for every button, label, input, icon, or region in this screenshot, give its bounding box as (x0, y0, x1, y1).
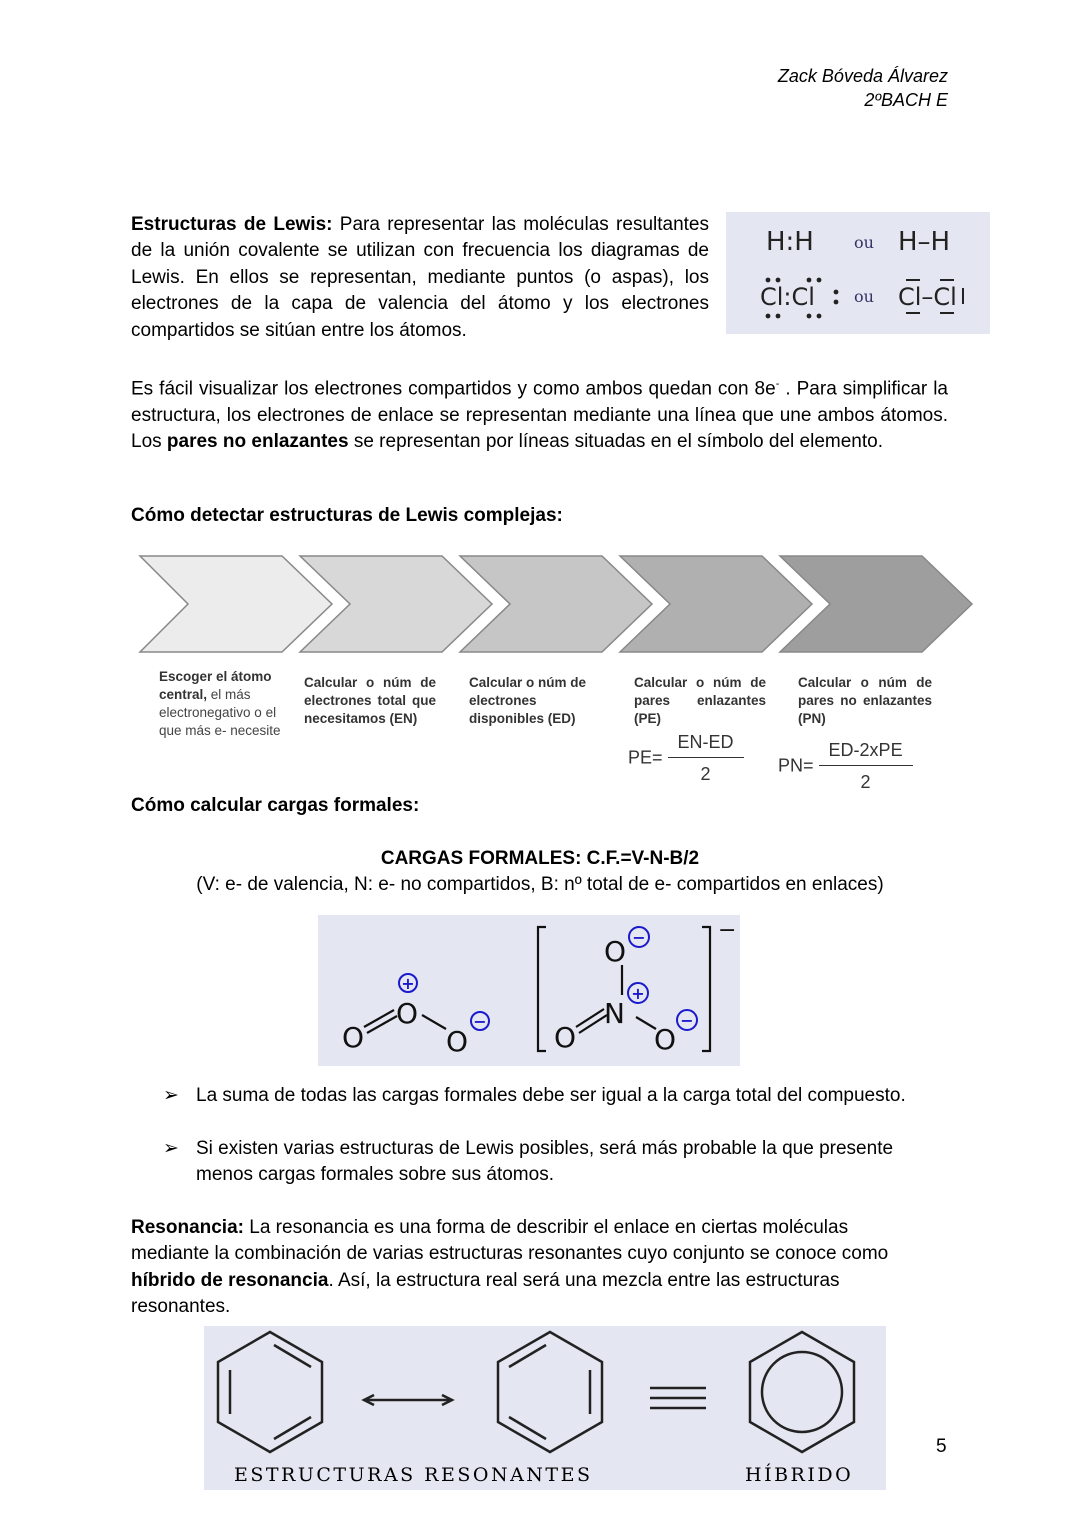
para2-part1: Es fácil visualizar los electrones compartidos y como ambos quedan con 8e (131, 378, 776, 400)
resonance-arrow (364, 1395, 452, 1405)
benzene-resonance-diagram (204, 1326, 886, 1490)
nitrate-n-plus-sign: + (631, 984, 645, 1003)
benzene-kekule-1 (218, 1332, 322, 1452)
formula-subtitle: (V: e- de valencia, N: e- no compartidos, B: nº total de e- compartidos en enlaces) (196, 874, 884, 895)
pn-fraction (819, 740, 913, 793)
caption-hybrid: HÍBRIDO (745, 1464, 854, 1486)
ou-label-2: ou (854, 287, 874, 306)
lewis-figure (726, 212, 990, 334)
ozone-single-bond (422, 1015, 446, 1029)
step-4-text: Calcular o núm de pares enlazantes (PE) (634, 675, 766, 726)
bracket-left (538, 927, 546, 1051)
ozone-minus-sign: − (473, 1012, 487, 1031)
bullet-text-1: La suma de todas las cargas formales debe ser igual a la carga total del compuesto. (196, 1085, 906, 1106)
step-1-bold: Escoger el átomo central, (159, 669, 272, 702)
benzene-hybrid (750, 1332, 854, 1452)
ozone-plus-sign: + (401, 974, 415, 993)
pe-denominator: 2 (700, 764, 711, 784)
step-2-text: Calcular o núm de electrones total que necesitamos (EN) (304, 675, 436, 726)
complex-heading: Cómo detectar estructuras de Lewis complejas: (131, 505, 563, 526)
resonance-text-2: . Así, la estructura real será una mezcla entre las estructuras resonantes. (131, 1269, 840, 1318)
step-1-light: el más electronegativo o el que más e- necesite (159, 687, 281, 738)
page-number: 5 (936, 1436, 947, 1457)
h2-line: H–H (898, 227, 951, 257)
pe-numerator: EN-ED (668, 732, 744, 758)
bullet-arrow-icon: ➢ (163, 1085, 179, 1106)
nitrate-o-left: O (554, 1021, 577, 1054)
ozone-o-left: O (342, 1021, 365, 1054)
author-name: Zack Bóveda Álvarez (777, 66, 948, 86)
class-name: 2ºBACH E (864, 90, 948, 110)
formal-charge-figure (318, 915, 740, 1066)
benzene-kekule-2 (498, 1332, 602, 1452)
pn-denominator: 2 (860, 772, 871, 792)
equivalence-sign (650, 1388, 706, 1408)
nitrate-n: N (604, 997, 625, 1030)
pe-lhs: PE= (628, 747, 663, 768)
ozone-double-bond (364, 1010, 397, 1033)
cl2-line: Cl–Cl (898, 283, 957, 311)
ozone-o-center: O (396, 997, 419, 1030)
resonance-paragraph (131, 1215, 921, 1321)
lewis-diagram (726, 212, 990, 334)
shared-electrons-paragraph (131, 371, 948, 456)
lewis-title: Estructuras de Lewis: (131, 214, 333, 235)
h2-dots: H:H (766, 227, 814, 257)
step-1-text (159, 668, 289, 740)
pe-formula (628, 732, 744, 785)
bracket-right (702, 927, 710, 1051)
nitrate-o-top: O (604, 935, 627, 968)
nitrate-o-right: O (654, 1023, 677, 1056)
steps-chevron-diagram (130, 548, 980, 660)
formal-charge-diagram (318, 915, 740, 1066)
cl2-dots: Cl:Cl (760, 283, 815, 311)
nitrate-double-bond (576, 1009, 607, 1033)
step-3-text: Calcular o núm de electrones disponibles (ED) (469, 675, 587, 726)
nitrate-right-minus-sign: − (680, 1011, 694, 1030)
resonance-figure (204, 1326, 886, 1490)
step-5-text: Calcular o núm de pares no enlazantes (PN) (798, 675, 932, 726)
pn-numerator: ED-2xPE (819, 740, 913, 766)
ozone-o-right: O (446, 1025, 469, 1058)
nitrate-top-minus-sign: − (632, 928, 646, 947)
page-header (778, 64, 948, 112)
para2-part2: . Para simplificar la estructura, los electrones de enlace se representan mediante una línea que une ambos átomos. Los (131, 378, 948, 453)
pe-fraction (668, 732, 744, 785)
bullet-item-2 (163, 1136, 953, 1189)
caption-resonant-structures: ESTRUCTURAS RESONANTES (234, 1464, 593, 1486)
resonance-title: Resonancia: (131, 1217, 244, 1238)
pn-formula (778, 740, 913, 793)
ou-label-1: ou (854, 233, 874, 252)
para2-part3: se representan por líneas situadas en el símbolo del elemento. (353, 431, 883, 453)
resonance-text-1: La resonancia es una forma de describir el enlace en ciertas moléculas mediante la combinación de varias estructuras resonantes cuyo conjunto se conoce como (131, 1217, 889, 1265)
bullet-item-1 (163, 1083, 953, 1109)
chevron-step-1 (140, 556, 332, 652)
bullet-arrow-icon: ➢ (163, 1138, 179, 1159)
lewis-text: Para representar las moléculas resultantes de la unión covalente se utilizan con frecuencia los diagramas de Lewis. En ellos se representan, mediante puntos (o aspas), los electrones de la capa de valencia del átomo y los electrones compartidos se sitúan entre los átomos. (131, 214, 710, 341)
pn-lhs: PN= (778, 755, 814, 776)
bracket-charge: − (718, 918, 737, 943)
para2-sup: - (775, 378, 780, 390)
charges-heading: Cómo calcular cargas formales: (131, 795, 420, 816)
nitrate-single-bond (636, 1017, 656, 1029)
bullet-text-2: Si existen varias estructuras de Lewis posibles, será más probable la que presente menos cargas formales sobre sus átomos. (196, 1138, 894, 1186)
resonance-bold: híbrido de resonancia (131, 1269, 329, 1291)
lewis-paragraph (131, 212, 709, 344)
para2-bold: pares no enlazantes (166, 431, 349, 453)
formula-title: CARGAS FORMALES: C.F.=V-N-B/2 (380, 848, 700, 869)
